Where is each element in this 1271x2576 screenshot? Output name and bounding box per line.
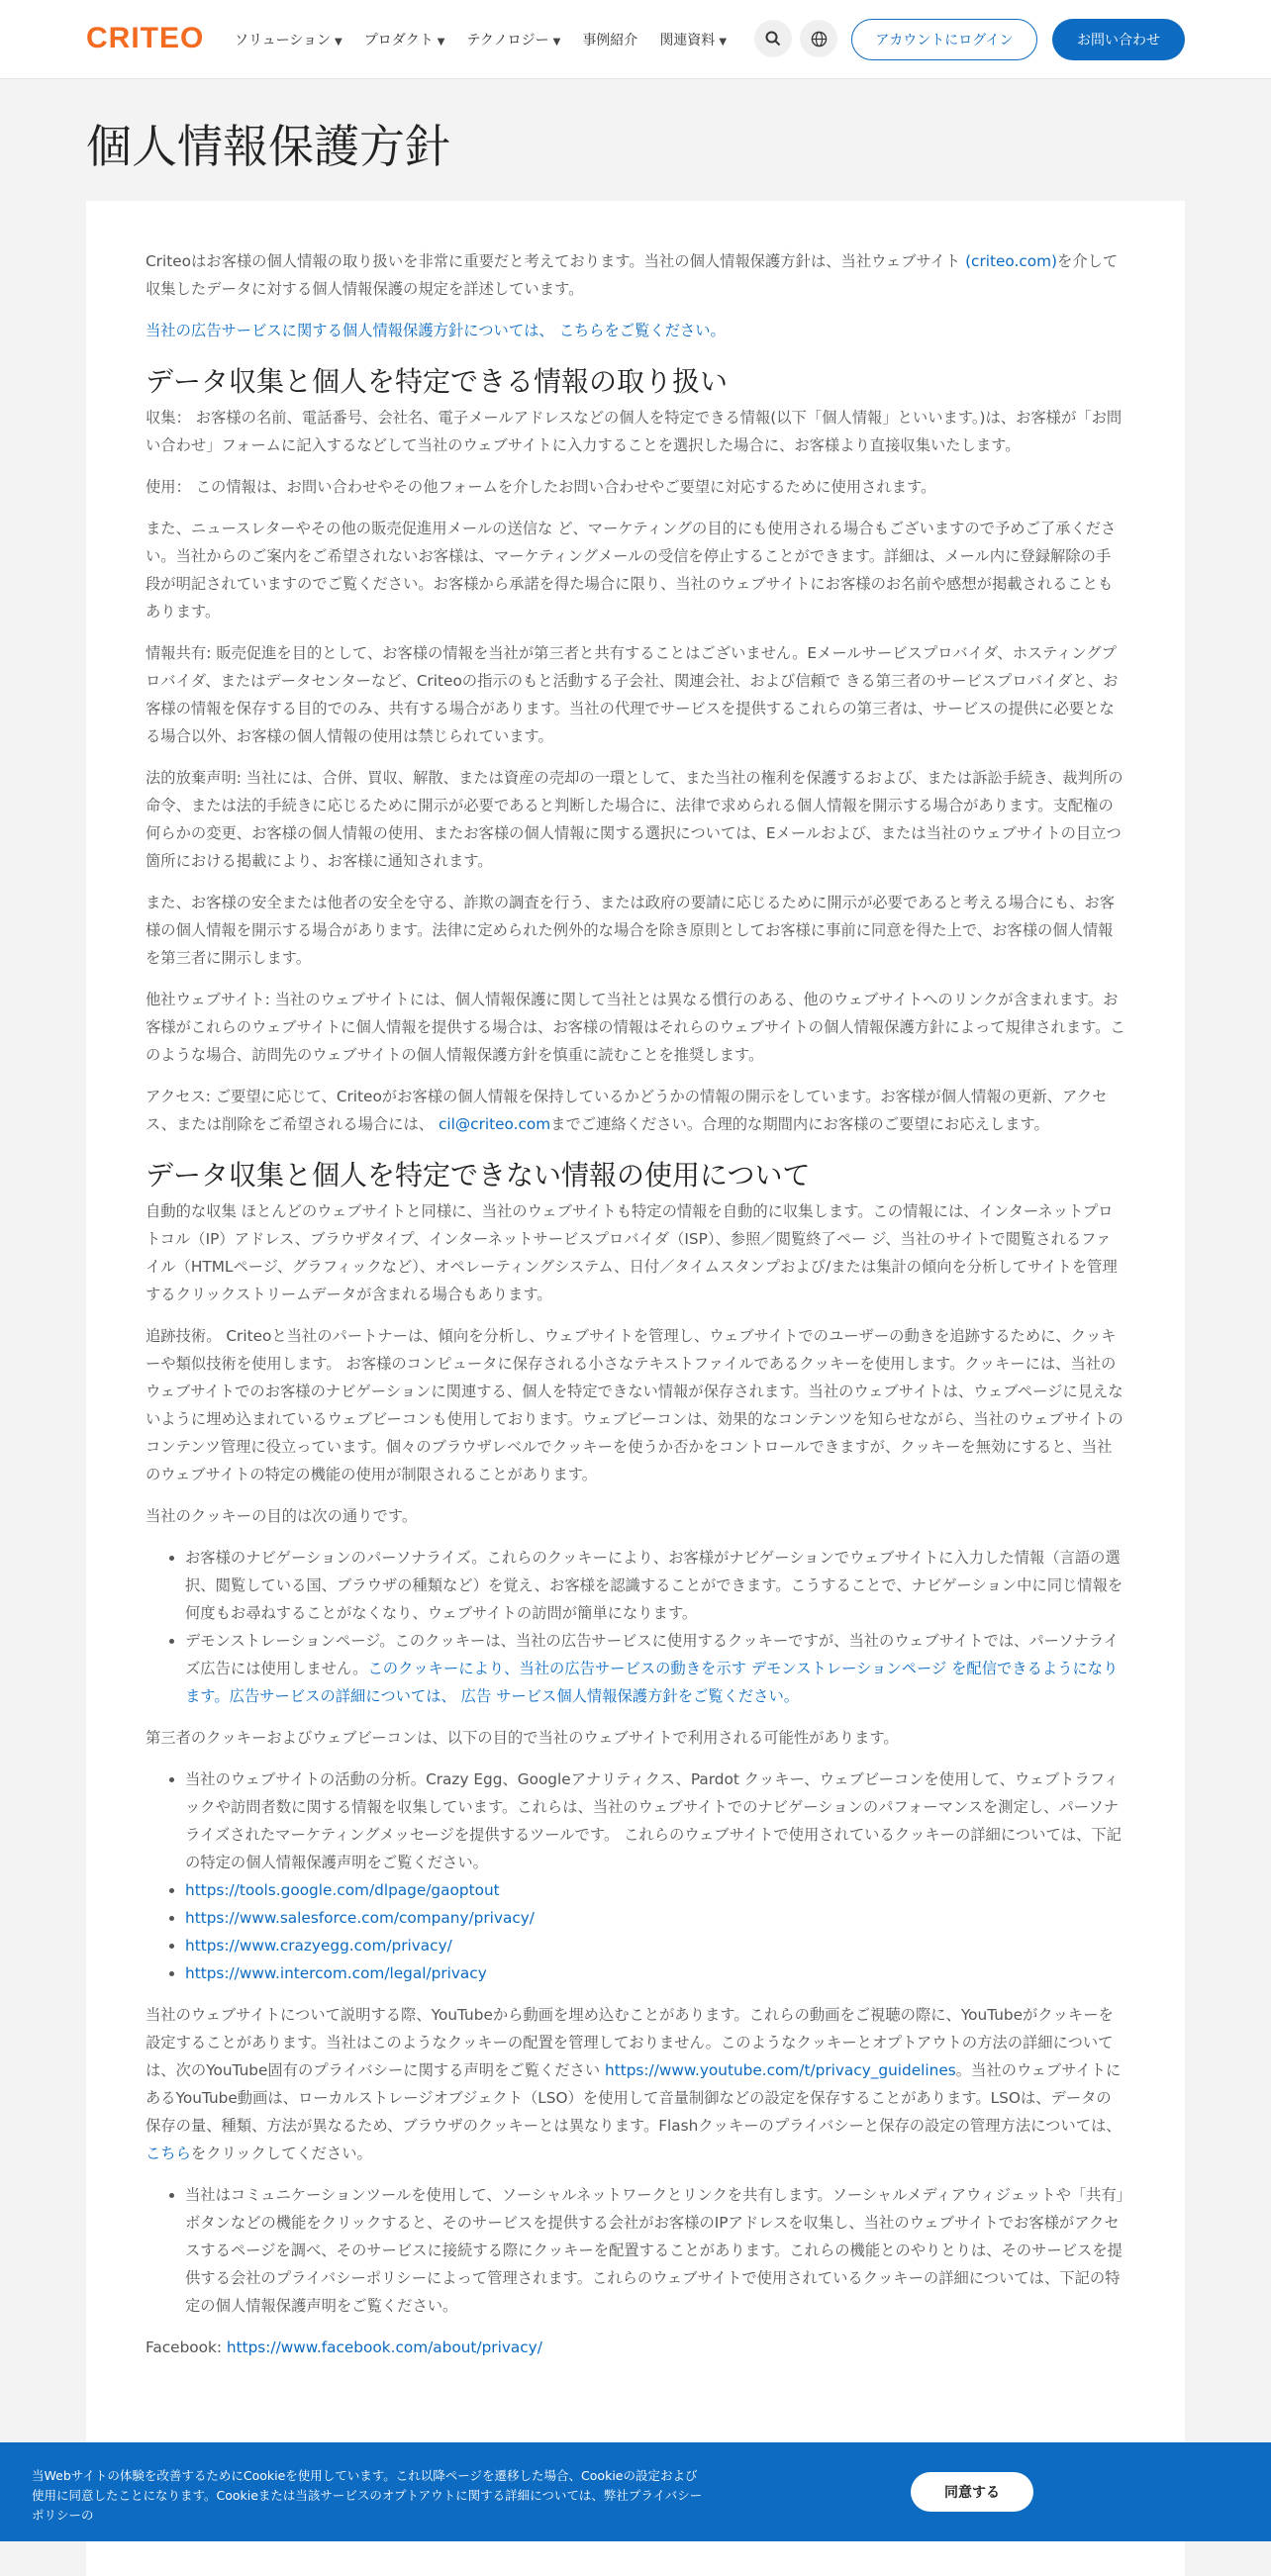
list-item (185, 1932, 1125, 1959)
youtube-privacy-link[interactable]: https://www.youtube.com/t/privacy_guidelines (605, 2061, 956, 2079)
nav-products-label: プロダクト (363, 33, 434, 48)
login-button[interactable]: アカウントにログイン (851, 19, 1037, 60)
intercom-privacy-link[interactable]: https://www.intercom.com/legal/privacy (185, 1964, 487, 1982)
intro-text-start: Criteoはお客様の個人情報の取り扱いを非常に重要だと考えております。当社の個人情報保護方針は、当社ウェブサイト (146, 252, 966, 270)
youtube-text-3: をクリックしてください。 (190, 2145, 372, 2162)
third-party-list (146, 1765, 1125, 1987)
demo-page-link[interactable]: このクッキーにより、当社の広告サービスの動きを示す デモンストレーションページ を配信できるようになります。広告サービスの詳細については、 広告 サービス個人情報保護方針をご覧ください。 (185, 1660, 1119, 1705)
ad-policy-link[interactable]: 当社の広告サービスに関する個人情報保護方針については、 こちらをご覧ください。 (146, 322, 726, 339)
paragraph-sharing: 情報共有: 販売促進を目的として、お客様の情報を当社が第三者と共有することはございません。Eメールサービスプロバイダ、ホスティングプロバイダ、またはデータセンターなど、Criteoの指示のもと活動する子会社、関連会社、および信頼で きる第三者のサービスプロバイダと、お客様の情報を保存する目的でのみ、共有する場合があります。当社の代理でサービスを提供するこれらの第三者は、サービスの提供に必要となる場合以外、お客様の個人情報の使用は禁じられています。 (146, 644, 1119, 745)
list-item: • 当社はコミュニケーションツールを使用して、ソーシャルネットワークとリンクを共有します。ソーシャルメディアウィジェットや「共有」ボタンなどの機能をクリックすると、そのサービスを提供する会社がお客様のIPアドレスを収集し、当社のウェブサイトでお客様がアクセスするページを調べ、そのサービスに接続する際にクッキーを配置することがあります。これらの機能とのやりとりは、そのサービスを提供する会社のプライバシーポリシーによって管理されます。これらのウェブサイトで使用されているクッキーの詳細については、下記の特定の個人情報保護声明をご覧ください。 (185, 2181, 1125, 2320)
nav-technology-label: テクノロジー (466, 33, 549, 48)
cookie-purpose-list (146, 1544, 1125, 1710)
globe-icon (811, 31, 828, 48)
paragraph-auto-collection: 自動的な収集 ほとんどのウェブサイトと同様に、当社のウェブサイトも特定の情報を自動的に収集します。この情報には、インターネットプロトコル（IP）アドレス、ブラウザタイプ、インターネットサービスプロバイダ（ISP）、参照／閲覧終了ペー ジ、当社のサイトで閲覧されるファイル（HTMLページ、グラフィックなど）、オペレーティングシステム、日付／タイムスタンプおよび/または集計の傾向を分析してサイトを管理するクリックストリームデータが含まれる場合もあります。 (146, 1202, 1118, 1303)
access-text-start: アクセス: ご要望に応じて、Criteoがお客様の個人情報を保持しているかどうかの情報の開示をしています。お客様が個人情報の更新、アクセス、または削除をご希望される場合には、 (146, 1088, 1108, 1133)
paragraph-safety: また、お客様の安全または他者の安全を守る、詐欺の調査を行う、または政府の要請に応じるために開示が必要であると考える場合にも、お客様の個人情報を開示する場合があります。法律に定められた例外的な場合を除き原則としてお客様に事前に同意を得た上で、お客様の個人情報を第三者に開示します。 (146, 894, 1116, 967)
salesforce-privacy-link[interactable]: https://www.salesforce.com/company/privacy/ (185, 1909, 535, 1927)
google-optout-link[interactable]: https://tools.google.com/dlpage/gaoptout (185, 1881, 500, 1899)
paragraph-newsletter: また、ニュースレターやその他の販売促進用メールの送信な ど、マーケティングの目的にも使用される場合もございますので予めご了承ください。当社からのご案内をご希望されないお客様は、マーケティングメールの受信を停止することができます。詳細は、メール内に登録解除の手段が明記されていますのでご覧ください。お客様から承諾を得た場合に限り、当社のウェブサイトにお客様のお名前や感想が掲載されることもあります。 (146, 520, 1117, 620)
list-item (185, 1627, 1125, 1710)
search-button[interactable] (754, 20, 792, 57)
list-item (185, 1876, 1125, 1904)
list-item: • お客様のナビゲーションのパーソナライズ。これらのクッキーにより、お客様がナビゲーションでウェブサイトに入力した情報（言語の選択、閲覧している国、ブラウザの種類など）を覚え、お客様を認識することができます。こうすることで、ナビゲーション中に同じ情報を何度もお尋ねすることがなくなり、ウェブサイトの訪問が簡単になります。 (185, 1544, 1125, 1627)
nav-case-studies-label: 事例紹介 (582, 33, 638, 48)
list-item (185, 1904, 1125, 1932)
policy-content (146, 247, 1125, 2375)
paragraph-other-sites: 他社ウェブサイト: 当社のウェブサイトには、個人情報保護に関して当社とは異なる慣行のある、他のウェブサイトへのリンクが含まれます。お客様がこれらのウェブサイトに個人情報を提供する場合は、お客様の情報はそれらのウェブサイトの個人情報保護方針によって規律されます。このような場合、訪問先のウェブサイトの個人情報保護方針を慎重に読むことを推奨します。 (146, 991, 1125, 1064)
paragraph-access (146, 1083, 1125, 1138)
paragraph-tracking: 追跡技術。 Criteoと当社のパートナーは、傾向を分析し、ウェブサイトを管理し、ウェブサイトでのユーザーの動きを追跡するために、クッキーや類似技術を使用します。 お客様のコンピュータに保存される小さなテキストファイルであるクッキーを使用します。クッキーには、当社のウェブサイトでのお客様のナビゲーションに関連する、個人を特定できない情報が保存されます。当社のウェブサイトは、ウェブページに見えないように埋め込まれているウェブビーコンも使用しております。ウェブビーコンは、効果的なコンテンツを知らせながら、当社のウェブサイトのコンテンツ管理に役立っています。個々のブラウザレベルでクッキーを使うか否かをコントロールできますが、クッキーを無効にすると、当社のウェブサイトの特定の機能の使用が制限されることがあります。 (146, 1327, 1124, 1483)
chevron-down-icon: ▼ (552, 37, 561, 48)
youtube-text-1: 当社のウェブサイトについて説明する際、YouTubeから動画を埋め込むことがあります。これらの動画をご視聴の際に、YouTubeがクッキーを設定することがあります。当社はこのようなクッキーの配置を管理しておりません。このようなクッキーとオプトアウトの方法の詳細については、次のYouTube固有のプライバシーに関する声明をご覧ください (146, 2006, 1114, 2079)
nav-solutions-label: ソリューション (235, 33, 332, 48)
youtube-text-2: 。当社のウェブサイトにあるYouTube動画は、ローカルストレージオブジェクト（LSO）を使用して音量制御などの設定を保存することがあります。LSOは、データの保存の量、種類、方法が異なるため、ブラウザのクッキーとは異なります。Flashクッキーのプライバシーと保存の設定の管理方法については、 (146, 2061, 1122, 2135)
social-list (146, 2181, 1125, 2320)
paragraph-third-party: 第三者のクッキーおよびウェブビーコンは、以下の目的で当社のウェブサイトで利用される可能性があります。 (146, 1729, 899, 1747)
page-title: 個人情報保護方針 (86, 120, 450, 173)
access-text-end: までご連絡ください。合理的な期間内にお客様のご要望にお応えします。 (550, 1115, 1049, 1133)
paragraph-legal: 法的放棄声明: 当社には、合併、買収、解散、または資産の売却の一環として、また当社の権利を保護するおよび、または訴訟手続き、裁判所の命令、または法的手続きに応じるために開示が必要であると判断した場合に、法律で求められる個人情報を開示する場合があります。支配権の何らかの変更、お客様の個人情報の使用、またお客様の個人情報に関する選択については、Eメールおよび、または当社のウェブサイトの目立つ箇所における掲載により、お客様に通知されます。 (146, 769, 1124, 870)
paragraph-youtube (146, 2001, 1125, 2167)
main-nav (235, 30, 727, 49)
policy-card (86, 201, 1185, 2576)
site-header (0, 0, 1271, 79)
contact-button[interactable]: お問い合わせ (1052, 19, 1185, 60)
section-heading-non-identifiable: データ収集と個人を特定できない情報の使用について (146, 1159, 811, 1192)
chevron-down-icon: ▼ (335, 37, 342, 48)
section-heading-identifiable: データ収集と個人を特定できる情報の取り扱い (146, 365, 729, 398)
cookie-banner-text: 当Webサイトの体験を改善するためにCookieを使用しています。これ以降ページを遷移した場合、Cookieの設定および使用に同意したことになります。Cookieまたは当該サービスのオプトアウトに関する詳細については、弊社プライバシーポリシーの (32, 2468, 703, 2523)
chevron-down-icon: ▼ (437, 37, 445, 48)
facebook-label: Facebook: (146, 2338, 227, 2356)
flash-settings-link[interactable]: こちら (146, 2145, 191, 2162)
ad-policy-paragraph (146, 317, 1125, 344)
demo-text: デモンストレーションページ。このクッキーは、当社の広告サービスに使用するクッキーですが、当社のウェブサイトでは、パーソナライズ広告には使用しません。 (185, 1632, 1120, 1677)
paragraph-facebook (146, 2334, 1125, 2361)
chevron-down-icon: ▼ (719, 37, 728, 48)
cookie-accept-button[interactable]: 同意する (911, 2472, 1033, 2512)
intro-text-end: を介して収集したデータに対する個人情報保護の規定を詳述しています。 (146, 252, 1119, 298)
intro-paragraph (146, 247, 1125, 303)
contact-email-link[interactable]: cil@criteo.com (438, 1115, 551, 1133)
cookie-banner (0, 2442, 1271, 2541)
nav-solutions[interactable] (235, 30, 342, 49)
list-item (185, 1959, 1125, 1987)
search-icon (765, 31, 781, 47)
paragraph-use: 使用： この情報は、お問い合わせやその他フォームを介したお問い合わせやご要望に対応するために使用されます。 (146, 478, 936, 496)
paragraph-cookie-purpose: 当社のクッキーの目的は次の通りです。 (146, 1507, 418, 1525)
criteo-logo[interactable]: CRITEO (86, 22, 205, 54)
nav-products[interactable] (364, 30, 445, 49)
criteo-site-link[interactable]: (criteo.com) (965, 252, 1058, 270)
list-item: • 当社のウェブサイトの活動の分析。Crazy Egg、Googleアナリティクス、Pardot クッキー、ウェブビーコンを使用して、ウェブトラフィックや訪問者数に関する情報を収集しています。これらは、当社のウェブサイトでのナビゲーションのパフォーマンスを測定し、パーソナライズされたマーケティングメッセージを提供するツールです。 これらのウェブサイトで使用されているクッキーの詳細については、下記の特定の個人情報保護声明をご覧ください。 (185, 1765, 1125, 1876)
nav-case-studies[interactable] (582, 30, 637, 49)
crazyegg-privacy-link[interactable]: https://www.crazyegg.com/privacy/ (185, 1937, 452, 1955)
facebook-privacy-link[interactable]: https://www.facebook.com/about/privacy/ (226, 2338, 542, 2356)
nav-resources[interactable] (659, 30, 727, 49)
nav-resources-label: 関連資料 (659, 33, 716, 48)
language-button[interactable] (800, 20, 837, 57)
nav-technology[interactable] (466, 30, 560, 49)
paragraph-collect: 収集： お客様の名前、電話番号、会社名、電子メールアドレスなどの個人を特定できる情報(以下「個人情報」といいます。)は、お客様が「お問い合わせ」フォームに記入するなどして当社のウェブサイトに入力することを選択した場合に、お客様より直接収集いたします。 (146, 409, 1123, 454)
